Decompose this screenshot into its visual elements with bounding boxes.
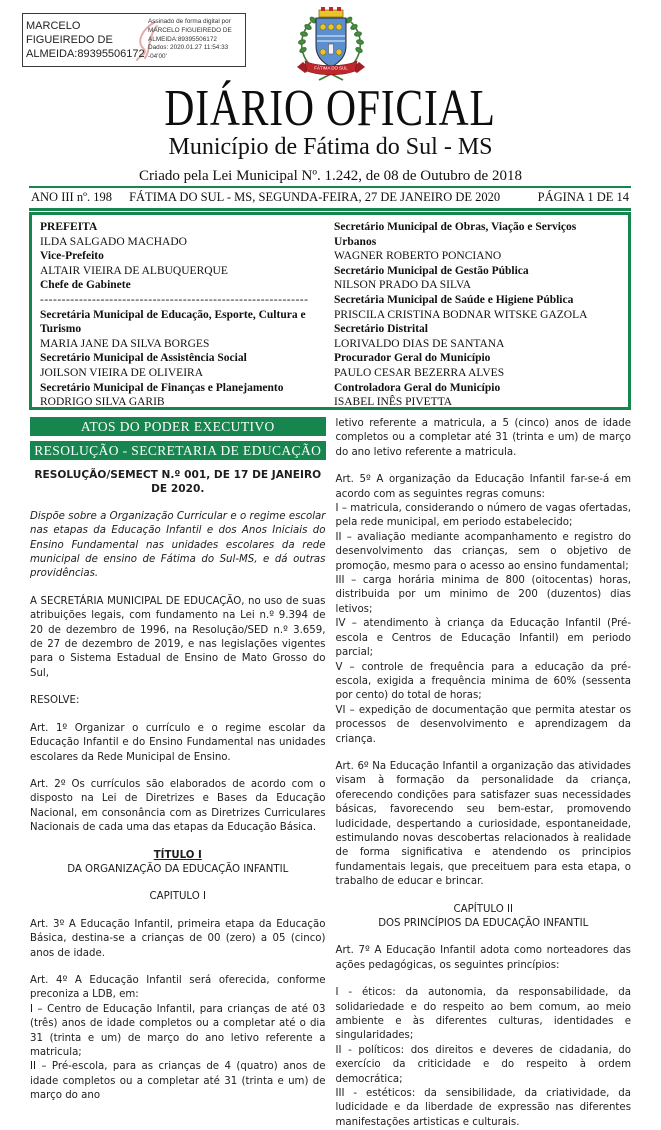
digital-signature-stamp	[22, 13, 246, 67]
paragraph: Art. 7º A Educação Infantil adota como norteadores das ações pedagógicas, os seguintes princípios:	[335, 945, 631, 971]
resolution-summary: Dispõe sobre a Organização Curricular e o regime escolar nas etapas da Educação Infantil e dos Anos Iniciais do Ensino Fundamental nas unidades escolares da rede municipal de ensino de Fátima do Sul-MS, e dá outras providências.	[30, 510, 326, 580]
official-role: Secretária Municipal de Saúde e Higiene Pública	[334, 293, 574, 306]
list-item: I – Centro de Educação Infantil, para crianças de até 03 (três) anos de idade completos ou a completar até o dia 31 (trinta e um) de março do ano letivo referente a matricula;	[30, 1003, 326, 1058]
newspaper-title: DIÁRIO OFICIAL	[164, 80, 497, 137]
official-name: ILDA SALGADO MACHADO	[40, 235, 187, 248]
municipal-coat-of-arms	[289, 6, 373, 89]
ribbon-text: FÁTIMA DO SUL	[313, 65, 348, 71]
article-columns	[30, 417, 631, 1130]
official-role: Chefe de Gabinete	[40, 279, 131, 292]
official-role: Controladora Geral do Município	[334, 381, 501, 394]
paragraph: RESOLVE:	[30, 695, 80, 707]
signature-details	[148, 18, 242, 61]
official-name: ISABEL INÊS PIVETTA	[334, 396, 453, 409]
official-name: MARIA JANE DA SILVA BORGES	[40, 337, 210, 350]
paragraph: Art. 6º Na Educação Infantil a organização das atividades visam à formação da personalidade da criança, oferecendo condições para satisfazer suas necessidades básicas, favorecendo seu bem-estar, promovendo ludicidade, despertando a curiosidade, espontaneidade, estimulando novas descobertas relacionados à realidade de forma significativa e atendendo os principios fundamentais legais, que preceituem para esta etapa, o trabalho de educar e brincar.	[335, 760, 631, 888]
official-role: Secretário Distrital	[334, 323, 428, 336]
section-banner-education: RESOLUÇÃO - SECRETARIA DE EDUCAÇÃO	[30, 441, 326, 460]
official-role: Vice-Prefeito	[40, 250, 104, 263]
mural-crown	[319, 7, 343, 17]
signature-detail-line: ALMEIDA:89395506172	[148, 35, 217, 43]
officials-box	[29, 212, 631, 410]
official-role: Secretária Municipal de Educação, Esporte, Cultura e Turismo	[40, 308, 306, 336]
right-column	[336, 417, 632, 1130]
divider: --------------------------------------------------------------	[40, 293, 309, 306]
chapter-heading: CAPITULO I	[149, 891, 206, 903]
title-subheading: DA ORGANIZAÇÃO DA EDUCAÇÃO INFANTIL	[67, 863, 289, 875]
shield	[316, 18, 346, 67]
paragraph: letivo referente a matricula, a 5 (cinco) anos de idade completos ou a completar até 31 (trinta e um) de março do ano letivo referente a matricula.	[335, 418, 631, 458]
signature-detail-line: Dados: 2020.01.27 11:54:33 -04'00'	[148, 44, 229, 60]
officials-left-column	[40, 220, 330, 409]
signer-name	[26, 19, 148, 62]
dateline-bar	[29, 186, 631, 211]
officials-right-column	[330, 220, 620, 409]
official-name: PRISCILA CRISTINA BODNAR WITSKE GAZOLA	[334, 308, 588, 321]
chapter-heading: CAPÍTULO II	[453, 903, 513, 915]
signature-detail-line: MARCELO FIGUEIREDO DE	[148, 27, 232, 35]
signer-name-line2: ALMEIDA:89395506172	[26, 48, 145, 61]
official-name: LORIVALDO DIAS DE SANTANA	[334, 337, 505, 350]
issue-date: FÁTIMA DO SUL - MS, SEGUNDA-FEIRA, 27 DE JANEIRO DE 2020	[129, 190, 501, 204]
official-role: Secretário Municipal de Assistência Social	[40, 352, 247, 365]
list-item: VI – expedição de documentação que permita atestar os processos de desenvolvimento e aprendizagem da criança.	[335, 704, 631, 745]
list-item: II – Pré-escola, para as crianças de 4 (quatro) anos de idade completos ou a completar até 31 (trinta e um) de março do ano	[30, 1061, 326, 1102]
masthead	[0, 82, 661, 185]
edition-number: ANO III nº. 198	[31, 190, 112, 204]
section-banner-executive: ATOS DO PODER EXECUTIVO	[30, 417, 326, 436]
list-item: II - políticos: dos direitos e deveres de cidadania, do exercício da criticidade e do respeito à ordem democrática;	[335, 1044, 631, 1085]
official-role: Secretário Municipal de Gestão Pública	[334, 264, 529, 277]
list-item: V – controle de frequência para a educação da pré-escola, exigida a frequência minima de 60% (sessenta por cento) do total de horas;	[335, 661, 631, 702]
paragraph: Art. 5º A organização da Educação Infantil far-se-á em acordo com as seguintes regras comuns:	[335, 474, 631, 500]
dateline-left	[31, 190, 500, 205]
official-role: Procurador Geral do Município	[334, 352, 491, 365]
list-item: IV – atendimento à criança da Educação Infantil (Pré-escola e Centros de Educação Infantil) em periodo parcial;	[335, 618, 631, 659]
paragraph: A SECRETÁRIA MUNICIPAL DE EDUCAÇÃO, no uso de suas atribuições legais, com fundamento na Lei n.º 9.394 de 20 de dezembro de 1996, na Resolução/SED n.º 3.659, de 27 de dezembro de 2019, e nas legislações vigentes para o Sistema Estadual de Ensino de Mato Grosso do Sul,	[30, 595, 326, 679]
municipality-subtitle: Município de Fátima do Sul - MS	[168, 134, 493, 161]
resolution-heading: RESOLUÇÃO/SEMECT N.º 001, DE 17 DE JANEIRO DE 2020.	[34, 469, 322, 496]
list-item: II – avaliação mediante acompanhamento e registro do desenvolvimento das crianças, sem o objetivo de promoção, mesmo para o acesso ao ensino fundamental;	[335, 531, 631, 572]
signature-detail-line: Assinado de forma digital por	[148, 18, 231, 26]
list-item: III – carga horária minima de 800 (oitocentas) horas, distribuida por um minimo de 200 (duzentos) dias letivos;	[335, 575, 631, 615]
signer-name-line1: MARCELO FIGUEIREDO DE	[26, 19, 113, 46]
list-item: I - éticos: da autonomia, da responsabilidade, da solidariedade e do respeito ao bem comum, ao meio ambiente e às diferentes culturas, identidades e singularidades;	[335, 987, 631, 1042]
official-name: JOILSON VIEIRA DE OLIVEIRA	[40, 366, 204, 379]
official-name: NILSON PRADO DA SILVA	[334, 279, 472, 292]
official-name: WAGNER ROBERTO PONCIANO	[334, 250, 502, 263]
official-name: PAULO CESAR BEZERRA ALVES	[334, 366, 505, 379]
creation-law-line: Criado pela Lei Municipal Nº. 1.242, de 08 de Outubro de 2018	[139, 168, 522, 185]
official-name: RODRIGO SILVA GARIB	[40, 396, 165, 409]
official-name: ALTAIR VIEIRA DE ALBUQUERQUE	[40, 264, 228, 277]
list-item: I – matricula, considerando o número de vagas ofertadas, pela rede municipal, em periodo estabelecido;	[335, 503, 631, 529]
title-heading: TÍTULO I	[153, 849, 202, 861]
paragraph: Art. 2º Os currículos são elaborados de acordo com o disposto na Lei de Diretrizes e Bases da Educação Nacional, em consonância com as Diretrizes Curriculares Nacionais de cada uma das etapas da Educação Básica.	[30, 778, 326, 834]
official-role: PREFEITA	[40, 221, 98, 233]
paragraph: Art. 4º A Educação Infantil será oferecida, conforme preconiza a LDB, em:	[30, 974, 326, 1001]
left-column	[30, 417, 326, 1130]
list-item: III - estéticos: da sensibilidade, da criatividade, da ludicidade e da liberdade de expressão nas diferentes manifestações artisticas e culturais.	[335, 1088, 631, 1128]
paragraph: Art. 1º Organizar o currículo e o regime escolar da Educação Infantil e do Ensino Fundamental nas unidades escolares da Rede Municipal de Ensino.	[30, 722, 326, 763]
paragraph: Art. 3º A Educação Infantil, primeira etapa da Educação Básica, destina-se a crianças de 00 (zero) a 05 (cinco) anos de idade.	[30, 918, 326, 959]
official-role: Secretário Municipal de Finanças e Planejamento	[40, 381, 284, 394]
official-role: Secretário Municipal de Obras, Viação e Serviços Urbanos	[334, 221, 577, 248]
page-indicator: PÁGINA 1 DE 14	[537, 190, 629, 204]
chapter-subheading: DOS PRINCÍPIOS DA EDUCAÇÃO INFANTIL	[378, 918, 589, 929]
